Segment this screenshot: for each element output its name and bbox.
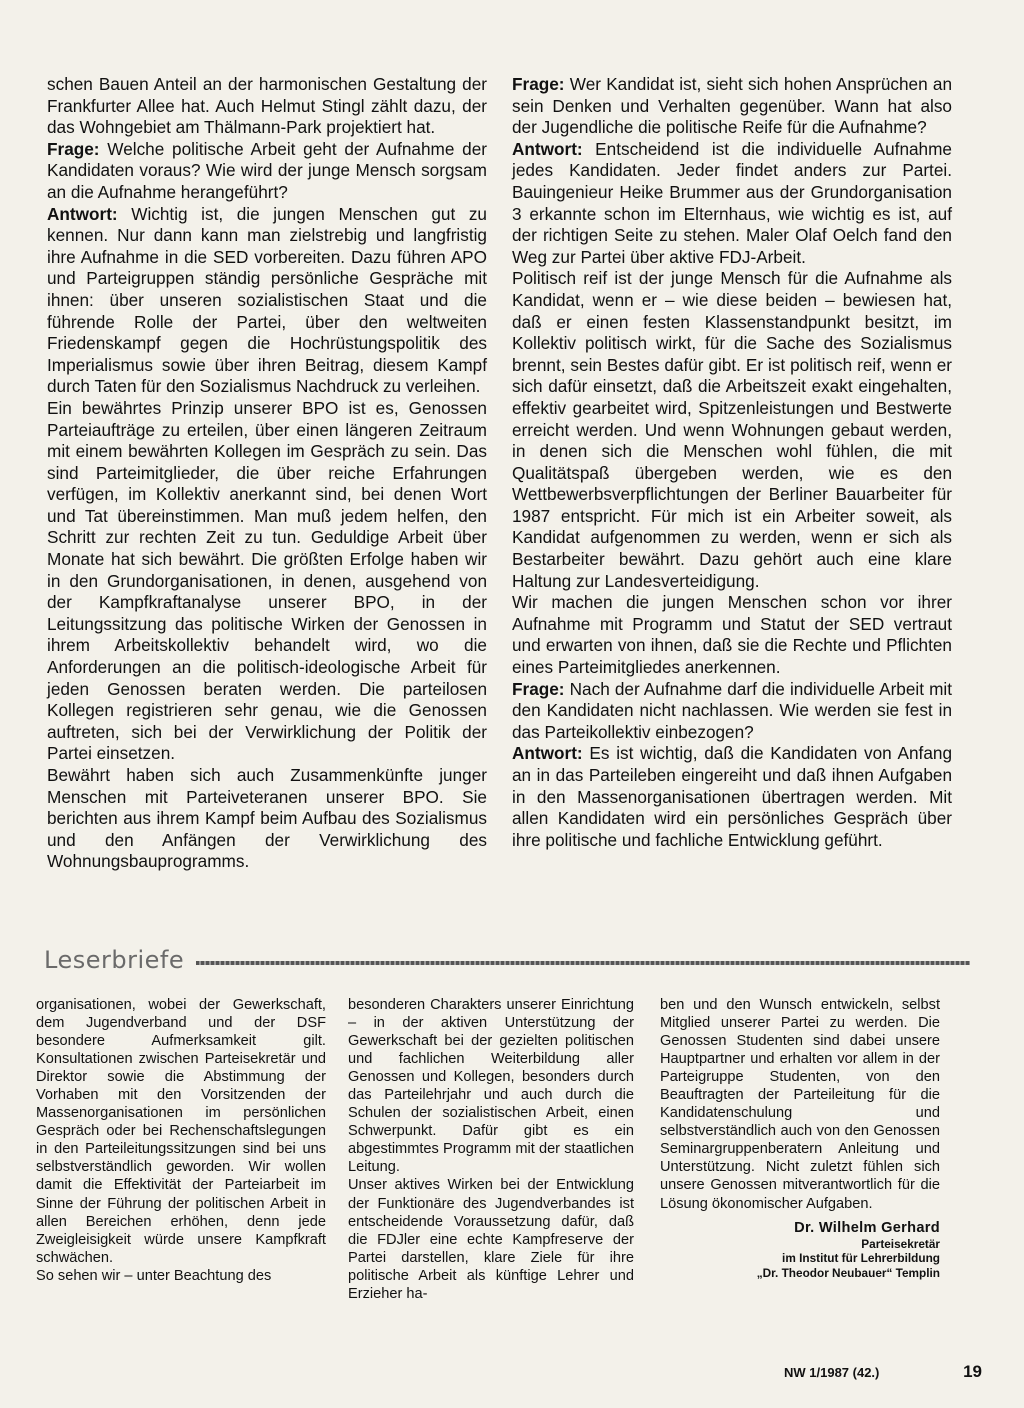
letter-signature — [660, 1219, 940, 1281]
answer-text: Es ist wichtig, daß die Kandidaten von Anfang an in das Parteileben eingereiht und daß ihnen Aufgaben in den Massenorganisationen übertragen werden. Mit allen Kandidaten wird ein persönliches Gespräch über ihre politische und fachliche Entwicklung geführt. — [512, 743, 952, 850]
paragraph-text: Wir machen die jungen Menschen schon vor ihrer Aufnahme mit Programm und Statut der SED vertraut und erwarten von ihnen, daß sie die Rechte und Pflichten eines Parteimitgliedes anerkennen. — [512, 592, 952, 678]
interview-column-left — [47, 74, 487, 873]
letter-paragraph: So sehen wir – unter Beachtung des — [36, 1267, 272, 1284]
paragraph — [47, 74, 487, 139]
author-institution: im Institut für Lehrerbildung — [782, 1251, 940, 1266]
answer-text: Entscheidend ist die individuelle Aufnahme jedes Kandidaten. Jeder findet anders zur Partei. Bauingenieur Heike Brummer aus der Grundorganisation 3 erkannte schon im Elternhaus, wie wichtig es ist, auf der richtigen Seite zu stehen. Maler Olaf Oelch fand den Weg zur Partei über aktive FDJ-Arbeit. — [512, 138, 952, 267]
letter-paragraph: ben und den Wunsch entwickeln, selbst Mitglied unserer Partei zu werden. Die Genossen Studenten sind dabei unsere Hauptpartner und erhalten vor allem in der Parteigruppe Studenten, von den Beauftragten der Parteileitung für die Kandidatenschulung und selbstverständlich auch von den Genossen Seminargruppenberatern Anleitung und Unterstützung. Nicht zuletzt fühlen sich unsere Genossen mitverantwortlich für die Lösung ökonomischer Aufgaben. — [660, 997, 940, 1212]
question-paragraph — [512, 679, 952, 744]
paragraph — [47, 765, 487, 873]
letter-paragraph: besonderen Charakters unserer Einrichtung – in der aktiven Unterstützung der Gewerkschaft bei der gezielten politischen und fachlichen Weiterbildung aller Genossen und Kollegen, besonders durch das Parteilehrjahr und auch durch die Schulen der sozialistischen Arbeit, einen Schwerpunkt. Dafür gibt es ein abgestimmtes Programm mit der staatlichen Leitung. — [348, 997, 634, 1176]
letter-paragraph: Unser aktives Wirken bei der Entwicklung der Funktionäre des Jugendverbandes ist entscheidende Voraussetzung dafür, daß die FDJler eine echte Kampfreserve der Partei darstellen, klare Ziele für ihre politische Arbeit als künftige Lehrer und Erzieher ha- — [348, 1177, 634, 1302]
paragraph-text: Ein bewährtes Prinzip unserer BPO ist es, Genossen Parteiaufträge zu erteilen, über einen längeren Zeitraum mit einem bewährten Kollegen im Gespräch zu sein. Das sind Parteimitglieder, die über reiche Erfahrungen verfügen, im Kollektiv anerkannt sind, bei denen Wort und Tat übereinstimmen. Man muß jedem helfen, den Schritt zur rechten Zeit zu tun. Geduldige Arbeit über Monate hat sich bewährt. Die größten Erfolge haben wir in den Grundorganisationen, in denen, ausgehend von der Kampfkraftanalyse unserer BPO, in der Leitungssitzung das politische Wirken der Genossen in ihrem Arbeitskollektiv behandelt wird, wo die Anforderungen an die politisch-ideologische Arbeit für jeden Genossen beraten werden. Die parteilosen Kollegen registrieren sehr genau, wie die Genossen auftreten, sich bei der Verwirklichung der Politik der Partei einsetzen. — [47, 397, 487, 764]
section-header — [44, 944, 970, 976]
answer-paragraph — [47, 204, 487, 398]
section-title: Leserbriefe — [44, 946, 185, 974]
paragraph-text: schen Bauen Anteil an der harmonischen Gestaltung der Frankfurter Allee hat. Auch Helmut Stingl zählt dazu, der das Wohngebiet am Thälmann-Park projektiert hat. — [47, 74, 487, 138]
question-paragraph — [512, 74, 952, 139]
answer-paragraph — [512, 139, 952, 269]
letter-paragraph: organisationen, wobei der Gewerkschaft, dem Jugendverband und der DSF besondere Aufmerksamkeit gilt. Konsultationen zwischen Parteisekretär und Direktor sowie die Abstimmung der Vorhaben mit den Vorsitzenden der Massenorganisationen im persönlichen Gespräch oder bei Rechenschaftslegungen in den Parteileitungssitzungen sind bei uns selbstverständlich geworden. Wir wollen damit die Effektivität der Parteiarbeit im Sinne der Führung der politischen Arbeit in allen Bereichen erhöhen, denn jede Zweigleisigkeit würde unsere Kampfkraft schwächen. — [36, 997, 326, 1266]
paragraph — [512, 592, 952, 678]
paragraph — [47, 398, 487, 765]
answer-paragraph — [512, 743, 952, 851]
answer-text: Wichtig ist, die jungen Menschen gut zu kennen. Nur dann kann man zielstrebig und langfristig ihre Aufnahme in die SED vorbereiten. Dazu führen APO und Parteigruppen ständig persönliche Gespräche mit ihnen: über unseren sozialistischen Staat und die führende Rolle der Partei, über den weltweiten Friedenskampf gegen die Hochrüstungspolitik des Imperialismus sowie über ihren Beitrag, diesem Kampf durch Taten für den Sozialismus Nachdruck zu verleihen. — [47, 203, 487, 397]
page-footer — [772, 1362, 982, 1382]
page-number: 19 — [963, 1362, 982, 1381]
question-label: Frage: — [512, 678, 565, 699]
question-label: Frage: — [47, 138, 100, 159]
paragraph-text: Politisch reif ist der junge Mensch für die Aufnahme als Kandidat, wenn er – wie diese beiden – bewiesen hat, daß er einen festen Klassenstandpunkt besitzt, im Kollektiv politisch wirkt, für die Sache des Sozialismus brennt, sein Bestes dafür gibt. Er ist politisch reif, wenn er sich dafür einsetzt, daß die Arbeitszeit exakt eingehalten, effektiv gearbeitet wird, Spitzenleistungen und Bestwerte erreicht werden. Und wenn Wohnungen gebaut werden, in denen sich die Menschen wohl fühlen, die mit Qualitätspaß übergeben werden, wie es den Wettbewerbsverpflichtungen der Berliner Bauarbeiter für 1987 entspricht. Für mich ist ein Arbeiter soweit, als Kandidat aufgenommen zu werden, wenn er sich als Bestarbeiter bewährt. Dazu gehört auch eine klare Haltung zur Landesverteidigung. — [512, 268, 952, 591]
question-label: Frage: — [512, 74, 565, 94]
question-paragraph — [47, 139, 487, 204]
section-rule — [196, 961, 970, 965]
paragraph — [512, 268, 952, 592]
author-role: Parteisekretär — [861, 1236, 940, 1251]
letter-column-1 — [36, 996, 326, 1285]
answer-label: Antwort: — [512, 743, 583, 764]
interview-column-right — [512, 74, 952, 851]
question-text: Welche politische Arbeit geht der Aufnahme der Kandidaten voraus? Wie wird der junge Mensch sorgsam an die Aufnahme herangeführt? — [47, 138, 487, 202]
issue-label: NW 1/1987 (42.) — [784, 1365, 880, 1380]
question-text: Nach der Aufnahme darf die individuelle Arbeit mit den Kandidaten nicht nachlassen. Wie werden sie fest in das Parteikollektiv einbezogen? — [512, 678, 953, 742]
author-name: Dr. Wilhelm Gerhard — [794, 1219, 940, 1236]
letter-column-2 — [348, 996, 634, 1303]
question-text: Wer Kandidat ist, sieht sich hohen Ansprüchen an sein Denken und Verhalten gegenüber. Wann hat also der Jugendliche die politische Reife für die Aufnahme? — [512, 74, 953, 138]
author-place: „Dr. Theodor Neubauer“ Templin — [756, 1265, 940, 1280]
paragraph-text: Bewährt haben sich auch Zusammenkünfte junger Menschen mit Parteiveteranen unserer BPO. Sie berichten aus ihrem Kampf beim Aufbau des Sozialismus und den Anfängen der Verwirklichung des Wohnungsbauprogramms. — [47, 765, 487, 872]
answer-label: Antwort: — [47, 203, 118, 224]
answer-label: Antwort: — [512, 138, 583, 159]
letter-column-3 — [660, 996, 940, 1280]
